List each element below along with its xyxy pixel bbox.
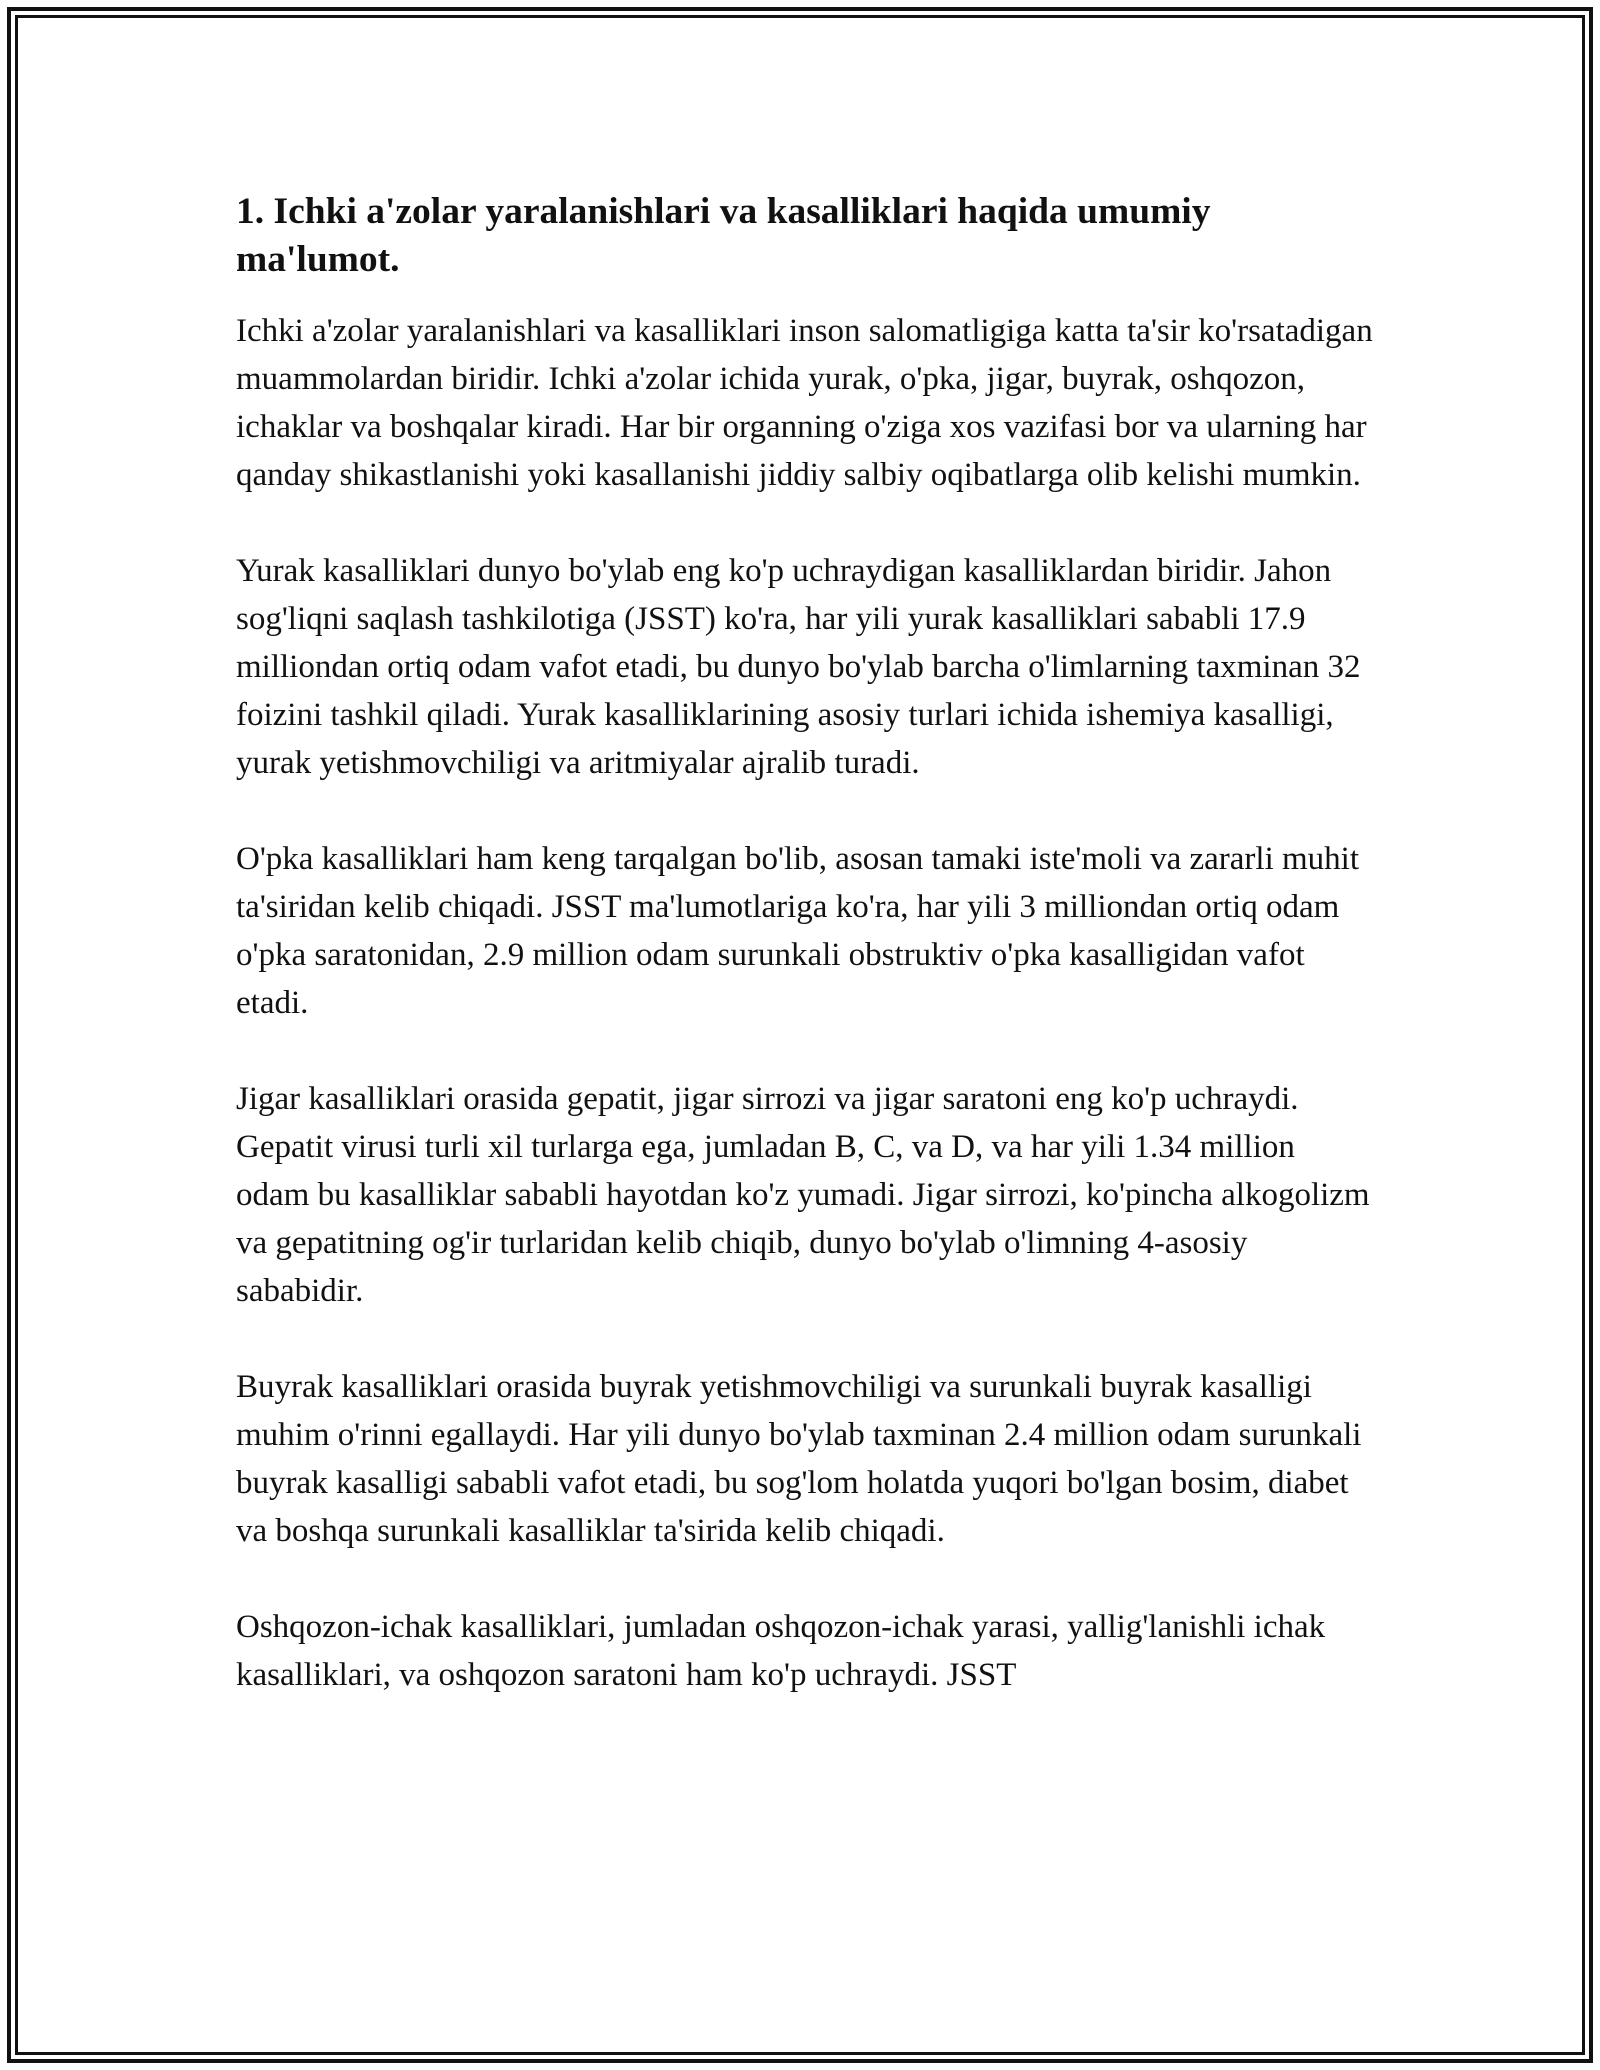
paragraph-liver-diseases: Jigar kasalliklari orasida gepatit, jigar sirrozi va jigar saratoni eng ko'p uchraydi. Gepatit virusi turli xil turlarga ega, jumladan B, C, va D, va har yili 1.34 million odam bu kasalliklar sababli hayotdan ko'z yumadi. Jigar sirrozi, ko'pincha alkogolizm va gepatitning og'ir turlaridan kelib chiqib, dunyo bo'ylab o'limning 4-asosiy sababidir.: [236, 1081, 1370, 1309]
document-content: [236, 188, 1376, 1699]
paragraph-kidney-diseases: Buyrak kasalliklari orasida buyrak yetishmovchiligi va surunkali buyrak kasalligi muhim o'rinni egallaydi. Har yili dunyo bo'ylab taxminan 2.4 million odam surunkali buyrak kasalligi sababli vafot etadi, bu sog'lom holatda yuqori bo'lgan bosim, diabet va boshqa surunkali kasalliklar ta'sirida kelib chiqadi.: [236, 1369, 1362, 1549]
body-text: [236, 307, 1376, 1699]
section-heading: 1. Ichki a'zolar yaralanishlari va kasalliklari haqida umumiy ma'lumot.: [236, 191, 1211, 280]
paragraph-gastrointestinal-diseases: Oshqozon-ichak kasalliklari, jumladan oshqozon-ichak yarasi, yallig'lanishli ichak kasalliklari, va oshqozon saratoni ham ko'p uchraydi. JSST: [236, 1609, 1326, 1693]
paragraph-intro: Ichki a'zolar yaralanishlari va kasalliklari inson salomatligiga katta ta'sir ko'rsatadigan muammolardan biridir. Ichki a'zolar ichida yurak, o'pka, jigar, buyrak, oshqozon, ichaklar va boshqalar kiradi. Har bir organning o'ziga xos vazifasi bor va ularning har qanday shikastlanishi yoki kasallanishi jiddiy salbiy oqibatlarga olib kelishi mumkin.: [236, 313, 1373, 493]
paragraph-heart-diseases: Yurak kasalliklari dunyo bo'ylab eng ko'p uchraydigan kasalliklardan biridir. Jahon sog'liqni saqlash tashkilotiga (JSST) ko'ra, har yili yurak kasalliklari sababli 17.9 milliondan ortiq odam vafot etadi, bu dunyo bo'ylab barcha o'limlarning taxminan 32 foizini tashkil qiladi. Yurak kasalliklarining asosiy turlari ichida ishemiya kasalligi, yurak yetishmovchiligi va aritmiyalar ajralib turadi.: [236, 553, 1361, 781]
paragraph-lung-diseases: O'pka kasalliklari ham keng tarqalgan bo'lib, asosan tamaki iste'moli va zararli muhit ta'siridan kelib chiqadi. JSST ma'lumotlariga ko'ra, har yili 3 milliondan ortiq odam o'pka saratonidan, 2.9 million odam surunkali obstruktiv o'pka kasalligidan vafot etadi.: [236, 841, 1360, 1021]
